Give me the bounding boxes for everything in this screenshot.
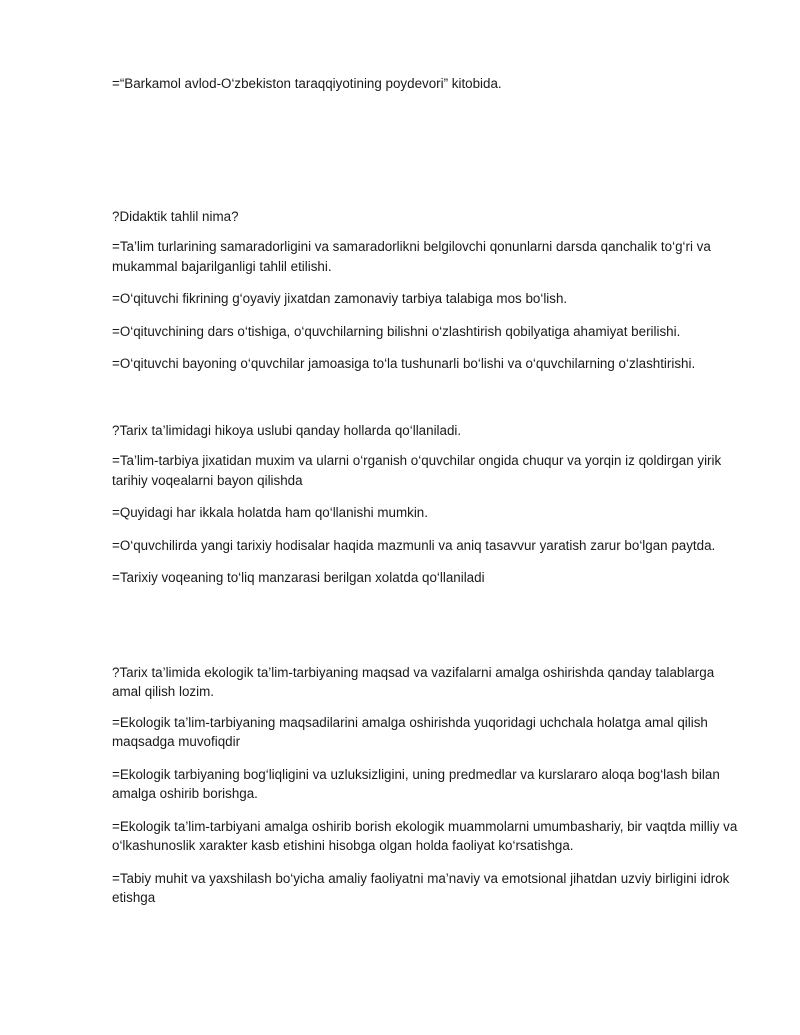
spacer — [112, 601, 744, 663]
answer-option: =Ekologik ta’lim-tarbiyaning maqsadilarini amalga oshirishda yuqoridagi uchchala holatga amal qilish maqsadga muvofiqdir — [112, 714, 708, 749]
intro-block — [112, 74, 744, 94]
answer-option: =Ta’lim-tarbiya jixatidan muxim va ularni o‘rganish o‘quvchilar ongida chuqur va yorqin iz qoldirgan yirik tarihiy voqealarni bayon qilishda — [112, 453, 722, 488]
question-block-1 — [112, 207, 744, 374]
intro-answer: =“Barkamol avlod-O‘zbekiston taraqqiyotining poydevori” kitobida. — [112, 76, 502, 91]
spacer — [112, 107, 744, 207]
question-text: ?Didaktik tahlil nima? — [112, 208, 239, 224]
answer-option: =O‘qituvchi bayoning o‘quvchilar jamoasiga to‘la tushunarli bo‘lishi va o‘quvchilarning o‘zlashtirishi. — [112, 356, 696, 371]
answer-option: =O‘qituvchining dars o‘tishiga, o‘quvchilarning bilishni o‘zlashtirish qobilyatiga ahamiyat berilishi. — [112, 323, 681, 339]
answer-option: =Ekologik ta’lim-tarbiyani amalga oshirib borish ekologik muammolarni umumbashariy, bir vaqtda milliy va o‘lkashunoslik xarakter kasb etishini hisobga olgan holda faoliyat ko‘rsatishga. — [112, 818, 738, 853]
question-text: ?Tarix ta’limidagi hikoya uslubi qanday hollarda qo‘llaniladi. — [112, 422, 462, 438]
question-block-3 — [112, 663, 744, 908]
answer-option: =Tarixiy voqeaning to‘liq manzarasi berilgan xolatda qo‘llaniladi — [112, 570, 485, 585]
answer-option: =Ta’lim turlarining samaradorligini va samaradorlikni belgilovchi qonunlarni darsda qanchalik to‘g‘ri va mukammal bajarilganligi tahlil etilishi. — [112, 239, 711, 274]
answer-option: =O‘qituvchi fikrining g‘oyaviy jixatdan zamonaviy tarbiya talabiga mos bo‘lish. — [112, 291, 568, 306]
answer-option: =Quyidagi har ikkala holatda ham qo‘llanishi mumkin. — [112, 505, 428, 520]
answer-option: =Tabiy muhit va yaxshilash bo‘yicha amaliy faoliyatni ma’naviy va emotsional jihatdan uzviy birligini idrok etishga — [112, 870, 730, 905]
spacer — [112, 387, 744, 421]
answer-option: =O‘quvchilirda yangi tarixiy hodisalar haqida mazmunli va aniq tasavvur yaratish zarur bo‘lgan paytda. — [112, 537, 716, 553]
answer-option: =Ekologik tarbiyaning bog‘liqligini va uzluksizligini, uning predmedlar va kurslararo aloqa bog‘lash bilan amalga oshirib borishga. — [112, 766, 720, 801]
question-text: ?Tarix ta’limida ekologik ta’lim-tarbiyaning maqsad va vazifalarni amalga oshirishda qanday talablarga amal qilish lozim. — [112, 664, 715, 699]
question-block-2 — [112, 421, 744, 588]
